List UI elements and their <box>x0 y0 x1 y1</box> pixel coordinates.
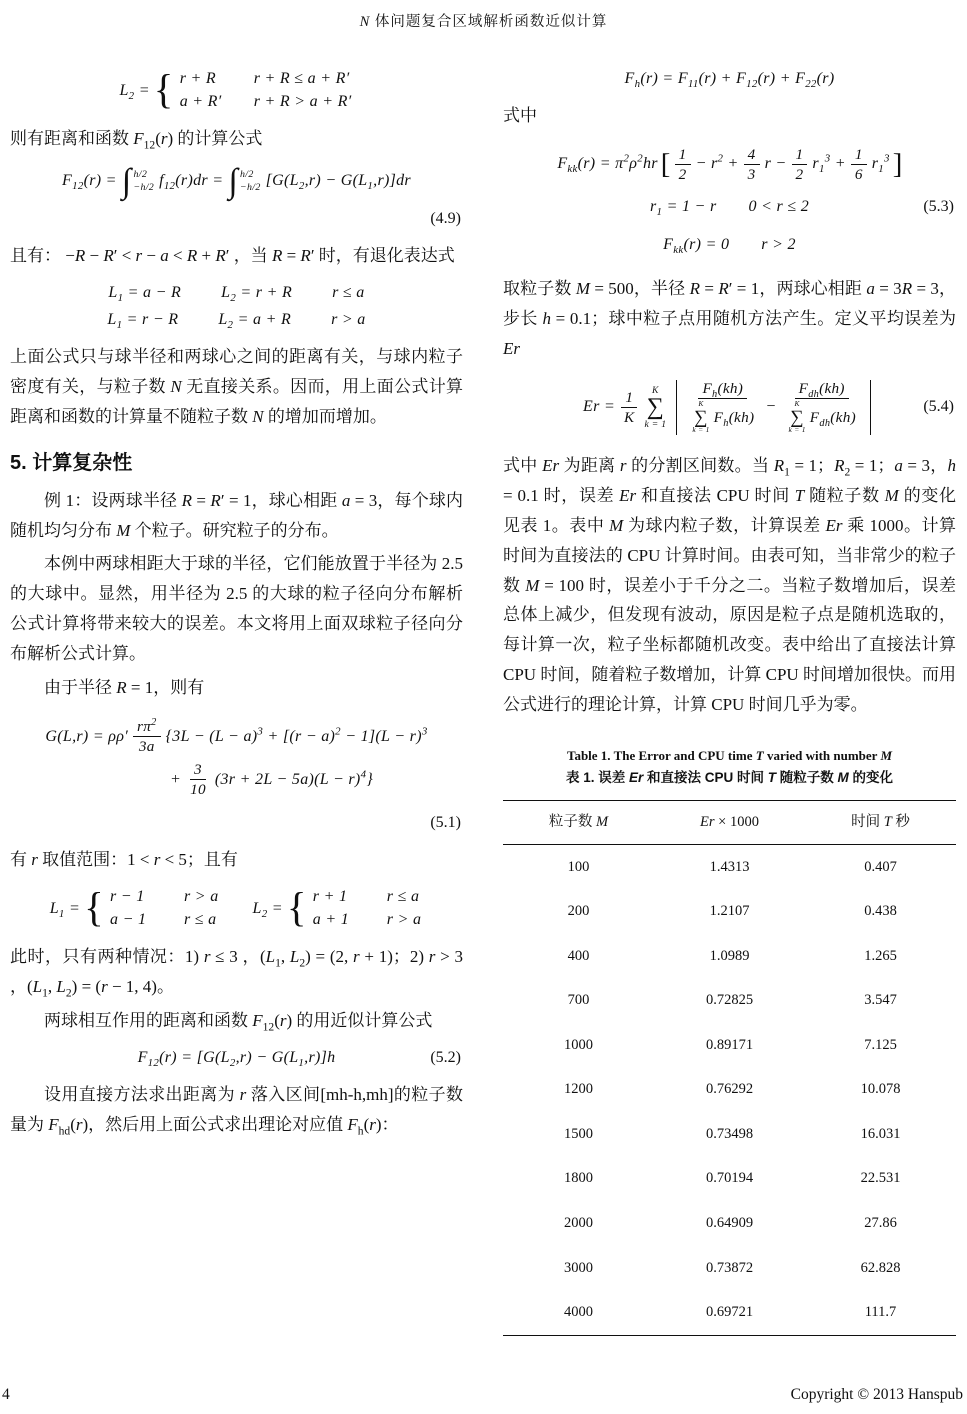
table-cell: 0.407 <box>864 858 897 875</box>
case-condition: r + R > a + R′ <box>253 93 352 110</box>
paragraph: 有 r 取值范围：1 < r < 5；且有 <box>10 850 238 870</box>
left-brace-icon: { <box>84 885 104 931</box>
table-cell: 3000 <box>564 1259 593 1276</box>
table-row <box>503 1157 956 1202</box>
math-condition: r ≤ a <box>332 283 365 301</box>
equation-line <box>503 146 956 183</box>
equation-5-4 <box>503 380 956 435</box>
case-rows <box>108 887 221 930</box>
case-row <box>108 910 221 930</box>
case-rows <box>178 69 354 112</box>
table-cell: 62.828 <box>860 1259 901 1276</box>
sum-icon: ∑ <box>646 394 665 421</box>
case-expression: r + 1 <box>312 888 348 906</box>
integral <box>228 161 261 200</box>
fraction-denominator: 3 <box>747 165 756 183</box>
abs-bar-icon <box>870 380 871 435</box>
equation-lines <box>10 715 463 801</box>
case-expression: r − 1 <box>109 888 145 906</box>
integral-lower-limit: −h/2 <box>240 181 261 193</box>
math-term: $F_h(kh)$ <box>713 408 755 429</box>
equation-lhs: $F_{kk}(r) = \pi^2\rho^2hr$ <box>557 153 658 176</box>
equation-line <box>10 761 463 798</box>
table-head <box>503 800 956 845</box>
equation-body: $F_h(r) = F_{11}(r) + F_{12}(r) + F_{22}(r)$ <box>624 70 835 91</box>
case-condition: r + R ≤ a + R′ <box>253 70 350 87</box>
case-condition: r ≤ a <box>183 911 217 929</box>
fraction-denominator: 6 <box>854 165 863 183</box>
case-row <box>311 910 424 930</box>
table-row <box>503 1291 956 1336</box>
fraction <box>685 380 760 435</box>
equation-l2-cases <box>10 69 463 112</box>
table-cell: 22.531 <box>860 1170 901 1187</box>
sum-icon: ∑ <box>694 406 708 428</box>
paragraph: 两球相互作用的距离和函数 $F_{12}(r)$ 的用近似计算公式 <box>44 1010 433 1034</box>
fraction-numerator: $r\pi^2$ <box>133 718 161 737</box>
case-expression: a + 1 <box>312 911 350 929</box>
fraction-numerator: $F_h(kh)$ <box>698 380 747 399</box>
equation-number: (5.4) <box>923 398 954 416</box>
equation-row <box>106 283 366 303</box>
fraction-numerator: 1 <box>792 146 808 165</box>
table-cell: 400 <box>567 947 590 964</box>
equation-lhs: Er = <box>583 398 616 416</box>
fraction-numerator: 4 <box>744 146 760 165</box>
table-cell: 1.2107 <box>709 903 750 920</box>
table-cell: 7.125 <box>864 1036 897 1053</box>
table-cell: 0.73872 <box>705 1259 754 1276</box>
math-term: $r_1 = 1 - r$ <box>649 197 717 219</box>
left-bracket-icon: [ <box>660 148 671 181</box>
column-header-error: Er × 1000 <box>654 800 805 845</box>
table-row <box>503 1201 956 1246</box>
case-row <box>178 92 354 112</box>
table-cell: 100 <box>567 858 590 875</box>
fraction <box>186 761 210 798</box>
equation-lhs: G(L,r) = ρρ′ <box>45 727 129 745</box>
math-term: $L_2 = r + R$ <box>221 283 293 305</box>
integral-upper-limit: h/2 <box>133 168 148 180</box>
table-cell: 2000 <box>564 1214 593 1231</box>
equation-l1-l2-cases <box>10 887 463 930</box>
integral-icon: ∫ <box>121 161 132 200</box>
table-body <box>503 845 956 1336</box>
table-cell: 0.89171 <box>705 1036 754 1053</box>
integral-limits <box>134 168 155 195</box>
equation-number-line <box>10 809 461 837</box>
table-cell: 1.4313 <box>709 858 750 875</box>
case-expression: r + R <box>179 70 216 87</box>
table-row <box>503 1068 956 1113</box>
cases-group <box>84 887 220 930</box>
table-row <box>503 890 956 935</box>
math-term: $(3r + 2L - 5a)(L - r)^4$} <box>214 768 374 788</box>
equation-line <box>503 231 956 259</box>
case-expression: a − 1 <box>109 911 147 929</box>
equation-lhs: $F_{12}(r)$ = <box>62 172 117 193</box>
table-cell: 0.64909 <box>705 1214 754 1231</box>
paragraph: 式中 <box>503 106 537 125</box>
table-cell: 1.265 <box>864 947 897 964</box>
table-row <box>503 845 956 890</box>
table-cell: 0.73498 <box>705 1125 754 1142</box>
equation-number: (4.9) <box>430 209 461 227</box>
cases-group <box>287 887 423 930</box>
fraction-denominator: 2 <box>795 165 804 183</box>
table-row <box>503 934 956 979</box>
table-cell: 0.72825 <box>705 992 754 1009</box>
equation-lhs: $L_1$ = <box>49 899 81 920</box>
absolute-value-group <box>671 380 876 435</box>
equation-body: $F_{12}(r) = [G(L_2,r) - G(L_1,r)]h$ <box>137 1048 336 1070</box>
math-term: $F_{dh}(kh)$ <box>809 408 856 429</box>
sum-upper-limit: K <box>652 385 659 397</box>
equation-fh <box>503 69 956 89</box>
case-expression: a + R′ <box>179 93 222 110</box>
fraction <box>851 146 867 183</box>
case-condition: r > a <box>183 888 219 906</box>
sum-lower-limit: k = 1 <box>692 425 710 435</box>
table-caption-zh: 表 1. 误差 Er 和直接法 CPU 时间 T 随粒子数 M 的变化 <box>565 769 894 785</box>
table-row <box>503 1246 956 1291</box>
table-cell: 0.69721 <box>654 1291 805 1336</box>
table-row <box>503 1112 956 1157</box>
case-row <box>311 887 424 907</box>
math-term: $L_2 = a + R$ <box>218 310 292 332</box>
table-row <box>503 979 956 1024</box>
equation-number-line <box>10 205 461 233</box>
summation <box>644 385 666 430</box>
section-heading: 5. 计算复杂性 <box>10 451 133 474</box>
equation-5-2 <box>10 1048 463 1068</box>
case-row <box>178 69 354 89</box>
fraction-numerator: 1 <box>675 146 691 165</box>
cases-group <box>154 69 354 112</box>
paragraph: 由于半径 R = 1，则有 <box>44 678 205 698</box>
integral-limits <box>240 168 261 195</box>
equation-middle: $f_{12}(r)dr$ = <box>159 172 224 193</box>
integral-upper-limit: h/2 <box>240 168 254 180</box>
table-header-row <box>503 800 956 845</box>
left-column <box>10 57 463 1336</box>
fraction-denominator <box>685 399 760 435</box>
paragraph: 式中 Er 为距离 r 的分割区间数。当 $R_1 = 1$；$R_2 = 1$；a = 3，h = 0.1 时，误差 Er 和直接法 CPU 时间 T 随粒子数 M 的变化见表 1。表中 M 为球内粒子数，计算误差 Er 乘 1000。计算时间为直接法的 CPU 计算时间。由表可知，当非常少的粒子数 M = 100 时，误差小于千分之二。当粒子数增加后，误差总体上减少，但发现有波动，原因是粒子点是随机选取的，每计算一次，粒子坐标都随机改变。表中给出了直接法计算 CPU 时间，随着粒子数增加，计算 CPU 时间增加很快。而用公式进行的理论计算，计算 CPU 时间几乎为零。 <box>503 455 957 715</box>
equation-number: (5.1) <box>430 814 461 832</box>
case-condition: r > a <box>386 911 422 929</box>
math-term: $r_1^3$ + <box>812 153 846 176</box>
table-cell: 111.7 <box>805 1291 956 1336</box>
equation-rhs: $[G(L_2,r) - G(L_1,r)]dr$ <box>265 172 411 193</box>
table-cell: 1800 <box>564 1170 593 1187</box>
right-bracket-icon: ] <box>892 148 903 181</box>
right-column <box>503 57 956 1336</box>
sum-lower-limit: k = 1 <box>644 418 667 430</box>
running-head: N 体问题复合区域解析函数近似计算 <box>359 14 608 30</box>
paragraph: 此时，只有两种情况：1) r ≤ 3 ，($L_1$, $L_2) = (2$, r + 1)；2) r > 3 ，($L_1$, $L_2) = (r - 1$, 4)。 <box>10 947 463 1000</box>
fraction-numerator: 3 <box>190 761 206 780</box>
equation-lhs: $L_2$ = <box>252 899 283 920</box>
equation-number: (5.2) <box>430 1048 461 1066</box>
math-term: $L_1 = a - R$ <box>108 283 182 305</box>
fraction <box>781 380 862 435</box>
fraction <box>133 718 161 755</box>
table-row <box>503 1023 956 1068</box>
table-cell: 700 <box>567 992 590 1009</box>
math-condition: r > 2 <box>761 236 796 254</box>
fraction <box>792 146 808 183</box>
math-term: $r_1^3$ <box>871 153 890 176</box>
paragraph: 则有距离和函数 $F_{12}(r)$ 的计算公式 <box>10 129 263 152</box>
math-condition: 0 < r ≤ 2 <box>748 197 810 215</box>
paragraph: 且有： −R − R′ < r − a < R + R′ ，当 R = R′ 时，有退化表达式 <box>10 246 455 266</box>
fraction <box>744 146 760 183</box>
fraction-denominator: 10 <box>190 781 206 799</box>
fraction-numerator: $F_{dh}(kh)$ <box>795 380 849 399</box>
page-number: 4 <box>2 1386 10 1403</box>
table-cell: 0.76292 <box>705 1081 754 1098</box>
column-header-particles: 粒子数 M <box>503 800 654 845</box>
sum-upper-limit: K <box>794 398 800 408</box>
table-cell: 1200 <box>564 1081 593 1098</box>
equation-lhs: $L_2$ = <box>119 81 150 102</box>
paragraph: 取粒子数 M = 500，半径 R = R′ = 1，两球心相距 a = 3R = 3，步长 h = 0.1；球中粒子点用随机方法产生。定义平均误差为 Er <box>503 279 957 359</box>
table-cell: 0.438 <box>864 903 897 920</box>
fraction-numerator: 1 <box>851 146 867 165</box>
table-cell: 1500 <box>564 1125 593 1142</box>
equation-5-1 <box>10 715 463 801</box>
math-term: {$3L - (L - a)^3 + [(r - a)^2 - 1](L - r)^3$ <box>165 725 428 745</box>
sum-upper-limit: K <box>698 398 704 408</box>
table-cell: 1000 <box>564 1036 593 1053</box>
equation-line <box>10 718 463 755</box>
math-term: r − <box>764 155 787 173</box>
fraction <box>620 389 638 426</box>
fraction-denominator: 2 <box>678 165 687 183</box>
case-rows <box>311 887 424 930</box>
fraction <box>675 146 691 183</box>
case-row <box>108 887 221 907</box>
paragraph: 设用直接方法求出距离为 r 落入区间[mh-h,mh]的粒子数量为 $F_{hd}(r)$，然后用上面公式求出理论对应值 $F_h(r)$： <box>10 1084 464 1138</box>
math-term: $L_1 = r - R$ <box>107 310 179 332</box>
math-term: $F_{kk}(r) = 0$ <box>663 236 730 257</box>
math-term: − $r^2$ + <box>695 153 739 173</box>
equation-degenerate <box>10 283 463 330</box>
integral <box>121 161 155 200</box>
left-brace-icon: { <box>286 885 307 931</box>
math-operator: − <box>765 398 777 416</box>
sum-lower-limit: k = 1 <box>788 425 806 435</box>
table-cell: 200 <box>567 903 590 920</box>
case-condition: r ≤ a <box>386 888 420 906</box>
column-header-time: 时间 T 秒 <box>805 800 956 845</box>
abs-bar-icon <box>676 380 677 435</box>
table-caption-en: Table 1. The Error and CPU time T varied with number M <box>566 748 893 764</box>
paragraph: 上面公式只与球半径和两球心之间的距离有关，与球内粒子密度有关，与粒子数 N 无直接关系。因而，用上面公式计算距离和函数的计算量不随粒子数 N 的增加而增加。 <box>10 346 464 426</box>
copyright-notice: Copyright © 2013 Hanspub <box>790 1386 963 1403</box>
math-condition: r > a <box>331 310 366 328</box>
page-footer <box>0 1386 967 1404</box>
table-1-block <box>503 746 956 1336</box>
integral-icon: ∫ <box>228 161 239 200</box>
two-column-body <box>10 57 957 1336</box>
fraction-denominator <box>781 399 862 435</box>
table-cell: 0.70194 <box>705 1170 754 1187</box>
table-cell: 4000 <box>503 1291 654 1336</box>
summation <box>692 400 709 435</box>
fraction-numerator: 1 <box>621 389 637 408</box>
fraction-denominator: 3a <box>138 738 155 755</box>
equation-number: (5.3) <box>923 197 954 215</box>
paragraph: 例 1：设两球半径 R = R′ = 1，球心相距 a = 3，每个球内随机均匀分布 M 个粒子。研究粒子的分布。 <box>10 490 464 540</box>
equation-line <box>503 193 956 221</box>
paragraph: 本例中两球相距大于球的半径，它们能放置于半径为 2.5 的大球中。显然，用半径为 2.5 的大球的粒子径向分布解析公式计算将带来较大的误差。本文将用上面双球粒子径向分布解析公式计算。 <box>10 554 463 664</box>
left-brace-icon: { <box>153 67 174 113</box>
table-cell: 1.0989 <box>709 947 750 964</box>
equation-4-9 <box>10 161 463 200</box>
math-operator: + <box>169 770 182 788</box>
equation-row <box>105 310 367 330</box>
equation-rows <box>105 283 367 330</box>
sum-icon: ∑ <box>790 406 804 428</box>
table-cell: 16.031 <box>860 1125 901 1142</box>
table-cell: 3.547 <box>864 992 897 1009</box>
table-cell: 10.078 <box>860 1081 901 1098</box>
summation <box>788 400 805 435</box>
data-table <box>503 800 956 1336</box>
table-cell: 27.86 <box>864 1214 897 1231</box>
fraction-denominator: K <box>624 408 635 426</box>
equation-5-3 <box>503 143 956 262</box>
integral-lower-limit: −h/2 <box>133 181 155 193</box>
